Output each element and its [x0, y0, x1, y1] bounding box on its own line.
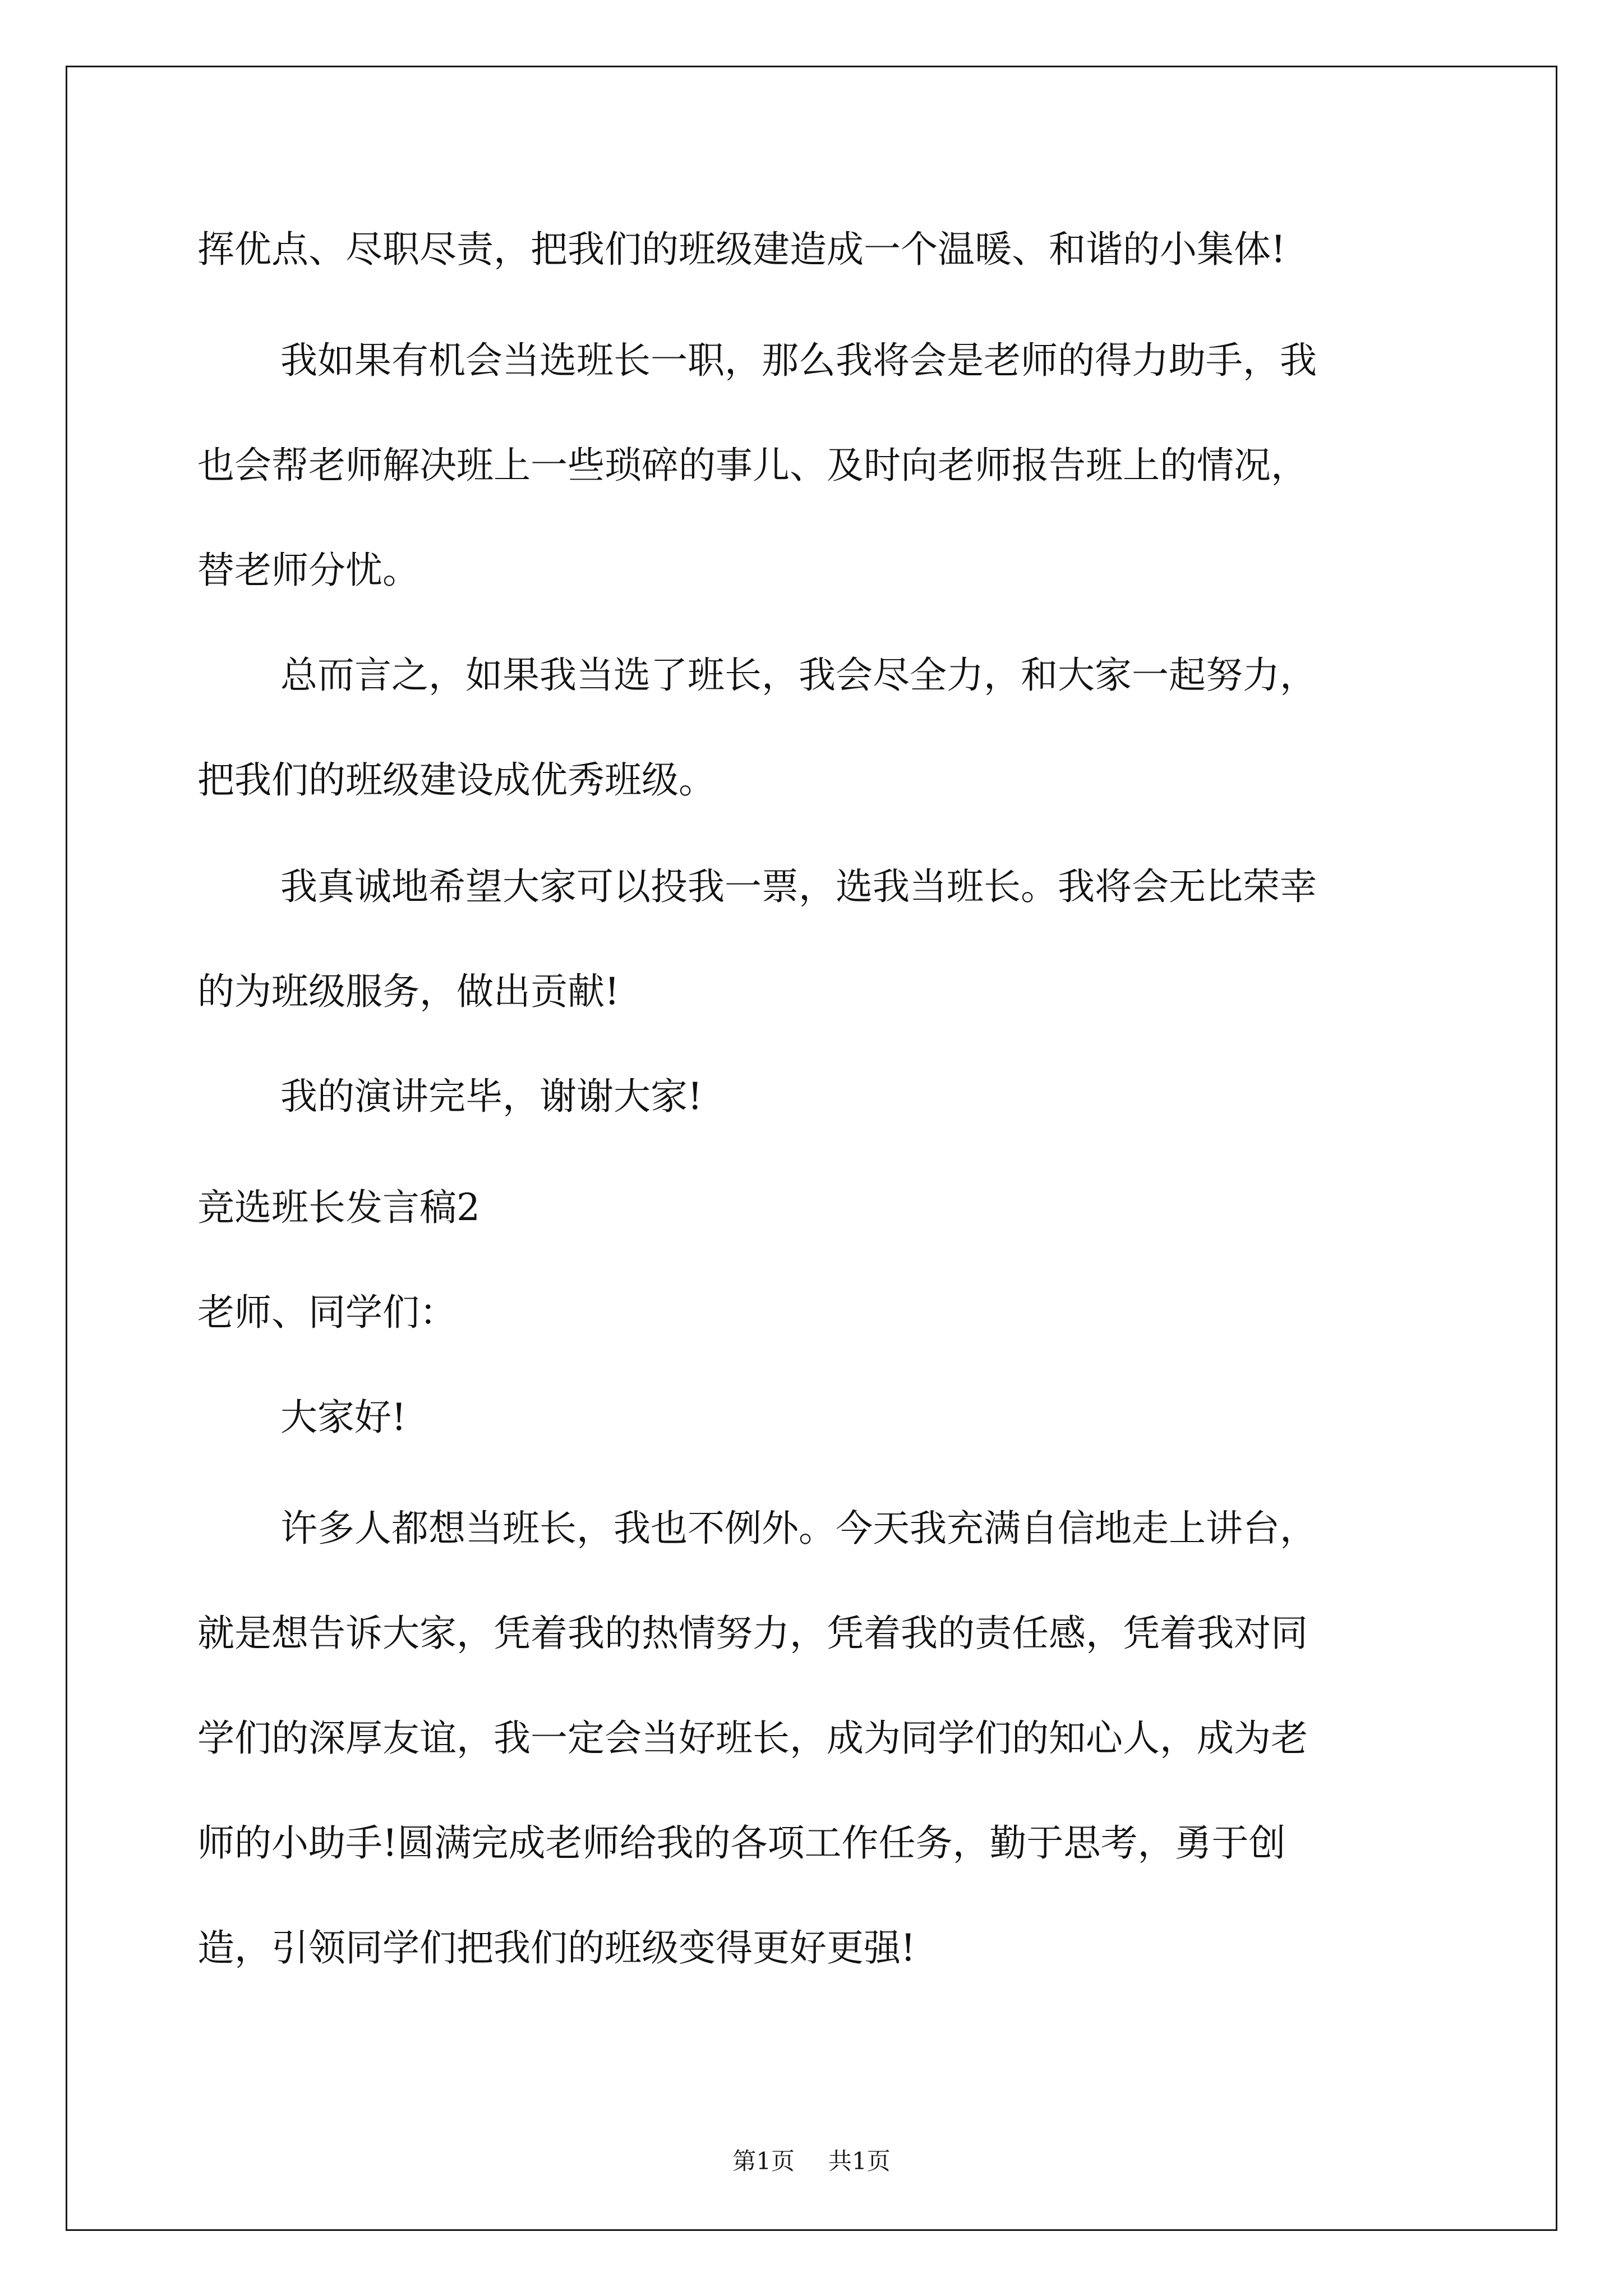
paragraph-line: 也会帮老师解决班上一些琐碎的事儿、及时向老师报告班上的情况，	[197, 444, 1308, 487]
paragraph-line: 替老师分忧。	[197, 549, 419, 592]
page-footer	[0, 2143, 1623, 2177]
paragraph-line: 挥优点、尽职尽责，把我们的班级建造成一个温暖、和谐的小集体!	[197, 228, 1286, 271]
paragraph-line: 造，引领同学们把我们的班级变得更好更强!	[197, 1926, 916, 1970]
paragraph-line: 许多人都想当班长，我也不例外。今天我充满自信地走上讲台，	[280, 1507, 1317, 1550]
paragraph-line: 我如果有机会当选班长一职，那么我将会是老师的得力助手，我	[280, 339, 1317, 382]
paragraph-line: 我真诚地希望大家可以投我一票，选我当班长。我将会无比荣幸	[280, 865, 1317, 908]
paragraph-line: 就是想告诉大家，凭着我的热情努力，凭着我的责任感，凭着我对同	[197, 1612, 1308, 1655]
paragraph-line: 的为班级服务，做出贡献!	[197, 970, 620, 1013]
paragraph-line: 把我们的班级建设成优秀班级。	[197, 758, 716, 802]
salutation: 老师、同学们：	[197, 1291, 457, 1334]
greeting: 大家好!	[280, 1396, 407, 1439]
paragraph-line: 总而言之，如果我当选了班长，我会尽全力，和大家一起努力，	[280, 654, 1317, 697]
page-border	[66, 66, 1557, 2231]
paragraph-line: 我的演讲完毕，谢谢大家!	[280, 1075, 703, 1118]
page-number: 第1页	[732, 2147, 795, 2175]
section-heading: 竞选班长发言稿2	[197, 1186, 480, 1229]
paragraph-line: 师的小助手!圆满完成老师给我的各项工作任务，勤于思考，勇于创	[197, 1821, 1286, 1865]
page-total: 共1页	[828, 2147, 891, 2175]
paragraph-line: 学们的深厚友谊，我一定会当好班长，成为同学们的知心人，成为老	[197, 1717, 1308, 1760]
